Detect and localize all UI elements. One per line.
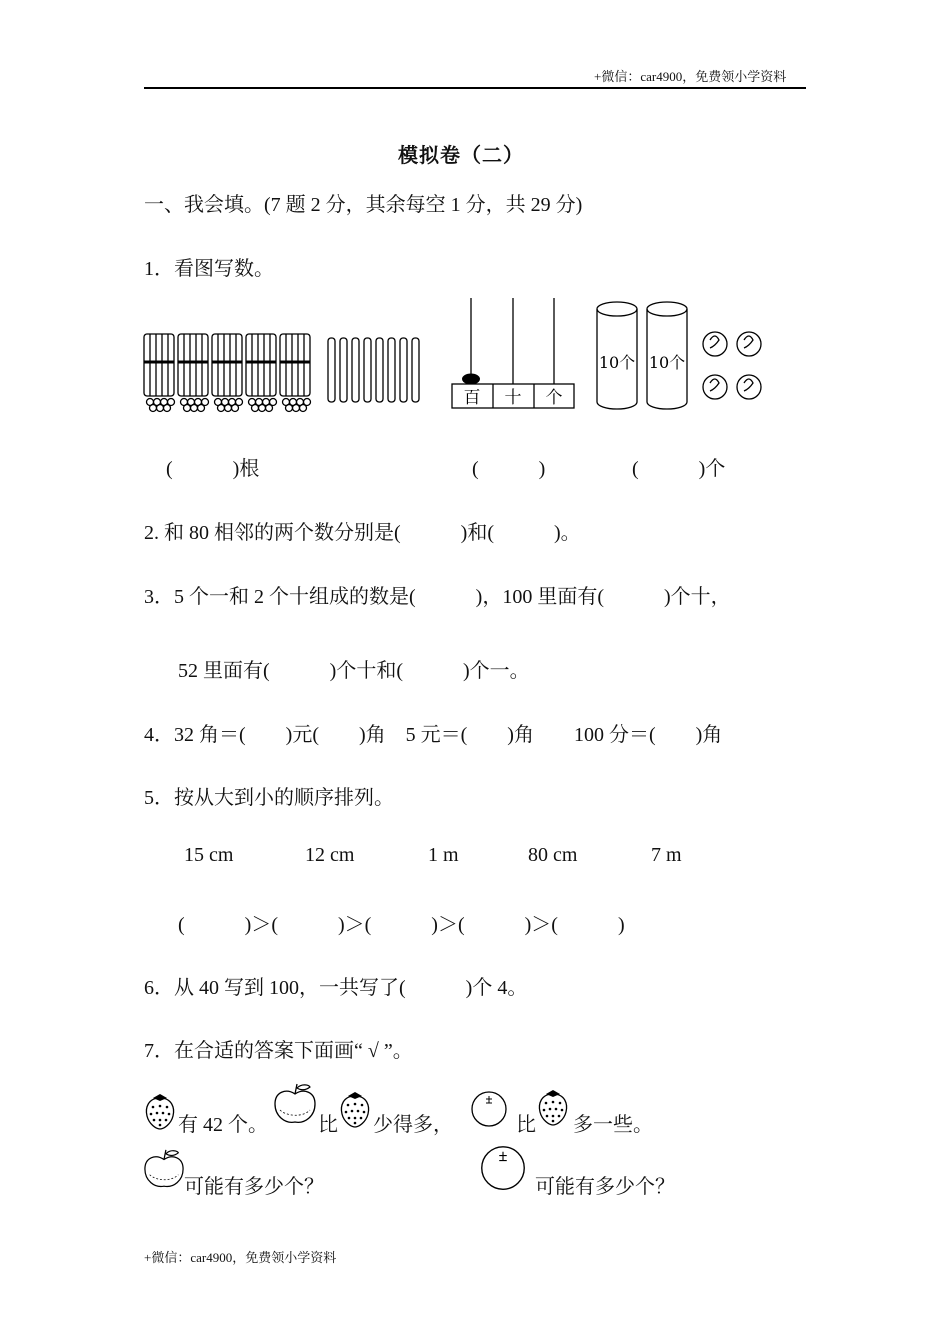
q7-orange-question: 可能有多少个？ (535, 1176, 675, 1198)
header-rule (144, 87, 806, 89)
stick-bundles-figure (140, 326, 440, 412)
q7-line1-text: 少得多， (373, 1114, 453, 1136)
cup-label-1: 10个 (598, 353, 636, 372)
q5-item: 15 cm (184, 844, 234, 866)
q4-text: 4．32 角＝( )元( )角 5 元＝( )角 100 分＝( )角 (144, 724, 723, 746)
q5-item: 80 cm (528, 844, 578, 866)
abacus-label-hundreds: 百 (463, 388, 481, 408)
abacus-figure (452, 298, 577, 410)
q6-text: 6．从 40 写到 100，一共写了( )个 4。 (144, 977, 528, 999)
q5-order-blanks[interactable]: ( )＞( )＞( )＞( )＞( ) (178, 914, 625, 936)
q7-apple-question: 可能有多少个？ (184, 1176, 324, 1198)
strawberry-icon (338, 1090, 372, 1128)
abacus-label-ones: 个 (545, 388, 563, 408)
cup-label-2: 10个 (648, 353, 686, 372)
q7-text: 7．在合适的答案下面画“ √ ”。 (144, 1040, 413, 1062)
q7-line1-text: 多一些。 (573, 1114, 653, 1136)
q5-item: 12 cm (305, 844, 355, 866)
apple-icon (142, 1148, 186, 1190)
cups-figure (594, 300, 774, 412)
q1-text: 1．看图写数。 (144, 258, 274, 280)
strawberry-icon (143, 1092, 177, 1130)
q3-line1: 3．5 个一和 2 个十组成的数是( )，100 里面有( )个十， (144, 586, 731, 608)
strawberry-icon (536, 1088, 570, 1126)
q1-answer-cups[interactable]: ( )个 (632, 458, 726, 480)
section-heading: 一、我会填。(7 题 2 分，其余每空 1 分，共 29 分) (144, 194, 583, 216)
q1-answer-sticks[interactable]: ( )根 (166, 458, 260, 480)
q7-line1-text: 有 42 个。 (178, 1114, 268, 1136)
q5-item: 1 m (428, 844, 459, 866)
header-contact: +微信：car4900，免费领小学资料 (594, 69, 787, 84)
footer-contact: +微信：car4900，免费领小学资料 (144, 1250, 337, 1265)
orange-icon (469, 1090, 509, 1128)
q5-text: 5．按从大到小的顺序排列。 (144, 787, 394, 809)
q3-line2: 52 里面有( )个十和( )个一。 (178, 660, 530, 682)
q7-line1-text: 比 (516, 1114, 536, 1136)
apple-icon (272, 1082, 318, 1126)
q5-item: 7 m (651, 844, 682, 866)
orange-icon (478, 1144, 528, 1192)
q1-answer-abacus[interactable]: ( ) (472, 458, 546, 480)
q2-text: 2. 和 80 相邻的两个数分别是( )和( )。 (144, 522, 581, 544)
abacus-label-tens: 十 (504, 388, 522, 408)
q7-line1-text: 比 (318, 1114, 338, 1136)
page-title: 模拟卷（二） (398, 145, 524, 167)
